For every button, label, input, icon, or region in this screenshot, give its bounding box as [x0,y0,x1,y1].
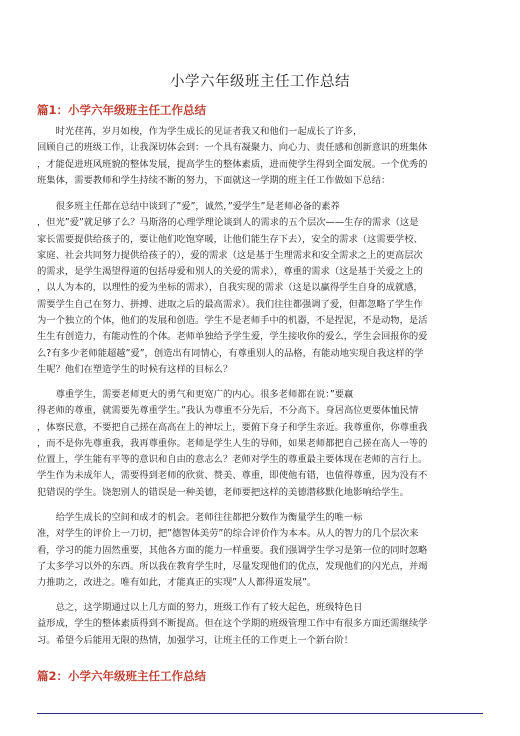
section-heading-1: 篇1：小学六年级班主任工作总结 [37,103,206,117]
text-line: 得老师的尊重，就需要先尊重学生。”我认为尊重不分先后，不分高下。身居高位更要体恤民情 [37,405,419,417]
text-line: ，而不是你先尊重我，我再尊重你。老师是学生人生的导师，如果老师都把自己搓在高人一等的 [37,437,428,449]
text-line: 尊重学生，需要老师更大的勇气和更宽广的内心。很多老师都在说：”要赢 [37,389,354,400]
text-line: 回顾自己的班级工作，让我深切体会到：一个具有凝聚力、向心力、责任感和创新意识的班集体 [37,142,428,154]
text-line: 为一个独立的个体，他们的发展和创造。学生不是老师手中的机器，不是捏泥，不是动物，是活 [37,315,428,327]
text-line: 位置上，学生能有平等的意识和自由的意志么？老师对学生的尊重最主要体现在老师的言行上。 [37,454,428,466]
paragraph-5 [37,600,483,649]
text-line: 给学生成长的空间和成才的机会。老师往往都把分数作为衡量学生的唯一标 [37,512,363,523]
section-heading-2: 篇2：小学六年级班主任工作总结 [37,669,206,683]
paragraph-1 [37,124,483,189]
text-line: 生生有创造力，有能动性的个体。老师单独给予学生爱，学生接收你的爱么，学生会回报你的爱 [37,331,428,343]
text-line: 准，对学生的评价上一刀切，把”德智体美劳”的综合评价作为本本。从人的智力的几个层次来 [37,528,419,540]
text-line: 家庭、社会共同努力提供给孩子的），爱的需求（这是基于生理需求和安全需求之上的更高层次 [37,249,423,261]
text-line: 看，学习的能力固然重要，其他各方面的能力一样重要。我们强调学生学习是第一位的同时忽略 [37,544,428,556]
text-line: 生呢？他们在塑造学生的时候有这样的目标么？ [37,363,233,375]
text-line: 学生作为未成年人，需要得到老师的欣赏、赞美、尊重，即使他有错，也值得尊重，因为没有不 [37,470,428,482]
text-line: 家长需要提供给孩子的，要让他们吃饱穿暖，让他们能生存下去），安全的需求（这需要学校、 [37,233,423,245]
text-line: 益形成，学生的整体素质得到不断提高。但在这个学期的班级管理工作中有很多方面还需继续学 [37,618,428,630]
paragraph-4 [37,510,483,591]
text-line: 很多班主任都在总结中谈到了”爱”，诚然，”爱学生”是老师必备的素养 [37,201,340,212]
text-line: 么?有多少老师能超越”爱”，创造出有同情心，有尊重别人的品格，有能动地实现自我这样的学 [37,347,424,359]
paragraph-2 [37,199,483,378]
paragraph-3 [37,387,483,501]
text-line: 力推助之，改进之。唯有如此，才能真正的实现”人人都得道发展”。 [37,577,317,589]
text-line: 时光荏苒，岁月如梭，作为学生成长的见证者我又和他们一起成长了许多， [37,126,363,137]
text-line: 需要学生自己在努力、拼搏、进取之后的最高需求）。我们往往都强调了爱，但都忽略了学生作 [37,298,423,310]
text-line: ，以人为本的，以理性的爱为坐标的需求），自我实现的需求（这是以赢得学生自身的成就感， [37,282,423,294]
text-line: ，但光”爱”就足够了么？马斯洛的心理学理论谈到人的需求的五个层次——生存的需求（这是 [37,217,419,229]
document-title: 小学六年级班主任工作总结 [170,74,350,90]
text-line: 了太多学习以外的东西。所以我在教育学生时，尽量发现他们的优点，发现他们的闪光点，并竭 [37,560,428,572]
text-line: 犯错误的学生。饶恕别人的错误是一种美德，老师要把这样的美德潜移默化地影响给学生。 [37,486,409,498]
text-line: 总之，这学期通过以上几方面的努力，班级工作有了较大起色，班级特色日 [37,602,363,613]
text-line: ，才能促进班风班貌的整体发展，提高学生的整体素质，进而使学生得到全面发展。一个优秀的 [37,158,428,170]
text-line: ，体察民意，不要把自己搓在高高在上的神坛上，要俯下身子和学生亲近。我尊重你，你尊重我 [37,421,428,433]
text-line: 班集体，需要教师和学生持续不断的努力，下面就这一学期的班主任工作做如下总结： [37,174,391,186]
divider-line [37,713,483,714]
text-line: 习。希望今后能用无限的热情，加强学习，让班主任的工作更上一个新台阶！ [37,634,354,646]
text-line: 的需求，是学生渴望得道的包括母爱和别人的关爱的需求），尊重的需求（这是基于关爱之上的 [37,266,423,278]
